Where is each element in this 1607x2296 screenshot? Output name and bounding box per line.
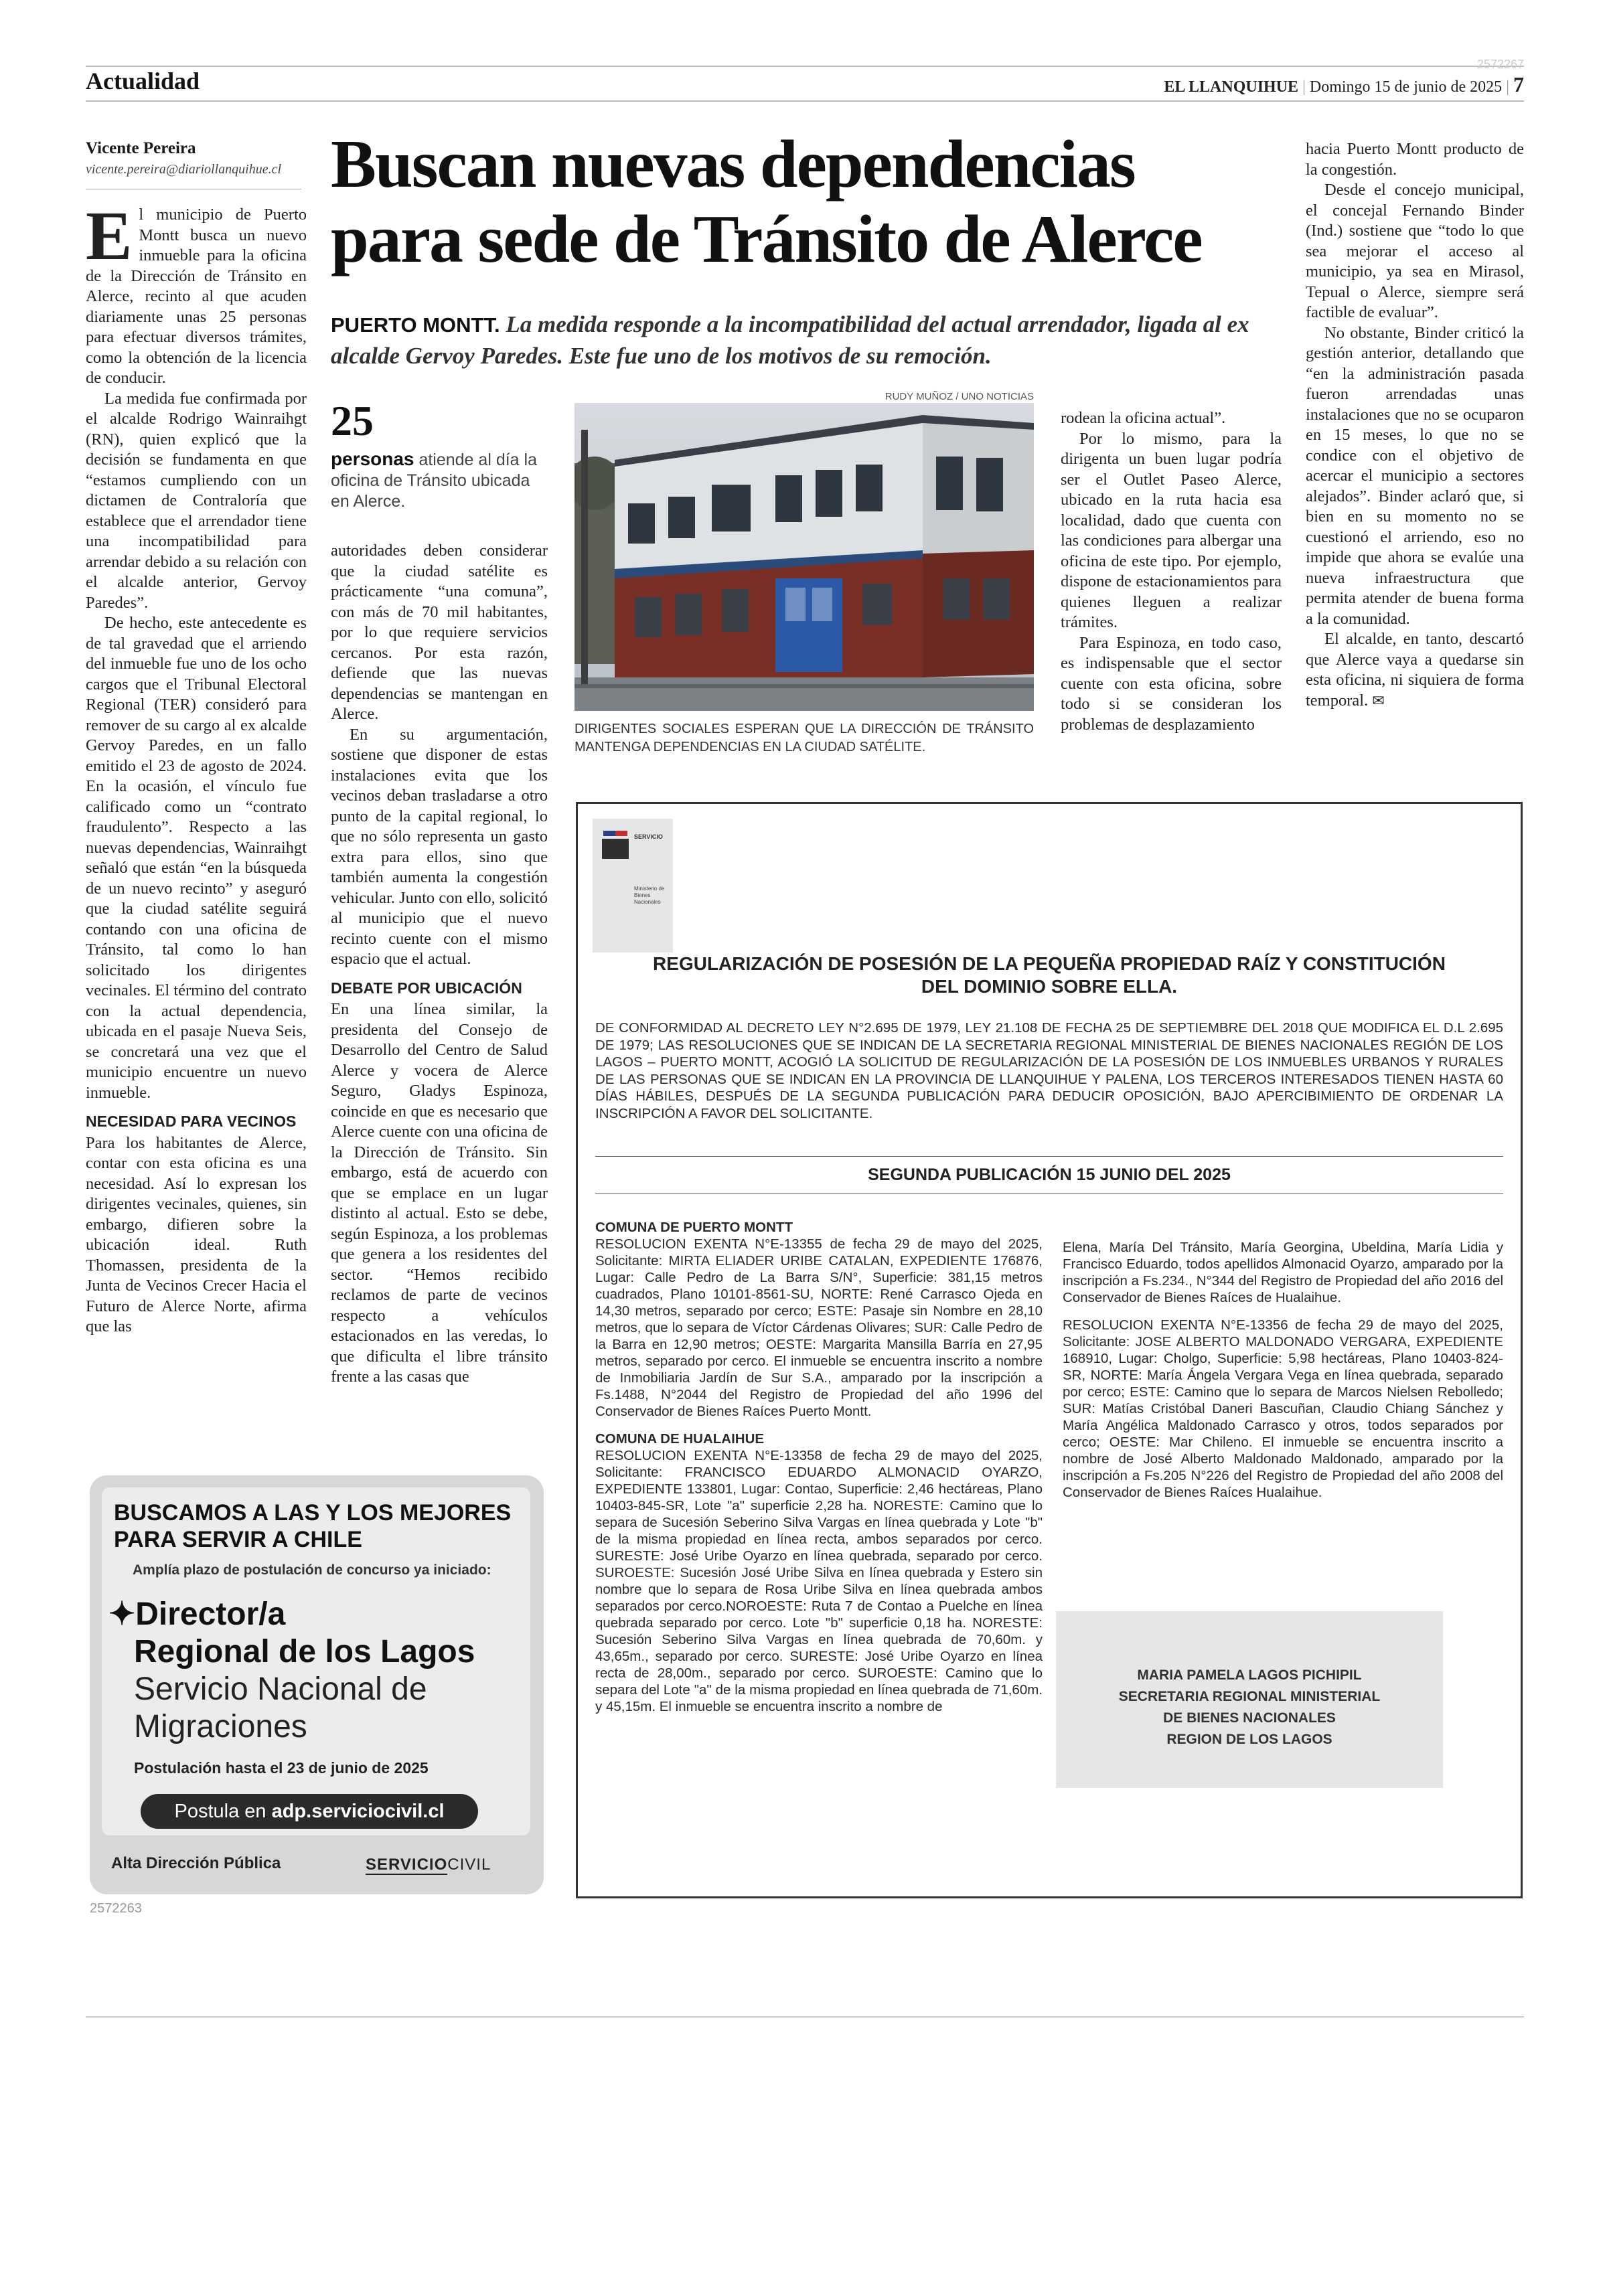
lead-place: PUERTO MONTT. [331, 313, 500, 337]
ad-footer-logo [366, 1856, 491, 1874]
paper-date: Domingo 15 de junio de 2025 [1309, 78, 1503, 96]
page-bottom-rule [86, 2016, 1524, 2018]
comuna-hualaihue: COMUNA DE HUALAIHUE [595, 1431, 765, 1447]
signature-title-3: REGION DE LOS LAGOS [1166, 1732, 1332, 1747]
lead-text: La medida responde a la incompatibilidad del actual arrendador, ligada al ex alcalde Gervoy Paredes. Este fue uno de los motivos de su remoción. [331, 311, 1249, 369]
signature-title-1: SECRETARIA REGIONAL MINISTERIAL [1118, 1689, 1381, 1704]
article-photo [575, 403, 1034, 711]
page-folio [1164, 72, 1524, 97]
logo-text-1: SERVICIO [634, 833, 663, 840]
ad-deadline: Postulación hasta el 23 de junio de 2025 [134, 1759, 429, 1777]
ad-subline: Amplía plazo de postulación de concurso ya iniciado: [133, 1562, 491, 1578]
col2-p2: En su argumentación, sostiene que disponer de estas instalaciones evita que los vecinos deban trasladarse a otro punto de la capital regional, lo que no sólo representa un gasto extra para ellos, sino que también aumenta la congestión vehicular. Junto con ello, solicitó al municipio que el nuevo recinto cuente con el mismo espacio que el actual. [331, 725, 548, 968]
article-column-1 [86, 197, 307, 1337]
logo-color-bar [603, 831, 615, 836]
stat-box [331, 399, 545, 512]
headline-line-1: Buscan nuevas dependencias [331, 127, 1135, 202]
subhead-necesidad: NECESIDAD PARA VECINOS [86, 1113, 297, 1130]
page-number: 7 [1513, 72, 1524, 96]
ad-logo-bold: SERVICIO [366, 1856, 448, 1874]
logo-star-icon [602, 839, 629, 859]
col3-p2: Por lo mismo, para la dirigenta un buen lugar podría ser el Outlet Paseo Alerce, ubicado en la ruta hacia esa localidad, dado que cuenta con las condiciones para albergar una oficina de este tipo. Por ejemplo, dispone de estacionamientos para quienes lleguen a realizar trámites. [1061, 429, 1282, 631]
col3-p1: rodean la oficina actual”. [1061, 409, 1226, 427]
headline [331, 127, 1202, 277]
ad-star-icon: ✦ [108, 1596, 136, 1632]
header-code: 2572267 [1476, 58, 1524, 71]
folio-sep: | [1506, 78, 1509, 96]
ad-footer-left: Alta Dirección Pública [111, 1854, 281, 1872]
article-column-3 [1061, 408, 1282, 735]
article-column-4 [1306, 139, 1524, 711]
building-photo-illustration [575, 403, 1034, 711]
byline-author: Vicente Pereira [86, 139, 196, 157]
stat-bold: personas [331, 448, 414, 469]
end-mark-icon: ✉ [1372, 691, 1385, 709]
notice-rule [595, 1156, 1503, 1157]
ministry-logo [593, 819, 673, 953]
folio-sep: | [1302, 78, 1306, 96]
notice-entry-cholgo: RESOLUCION EXENTA N°E-13356 de fecha 29 de mayo del 2025, Solicitante: JOSE ALBERTO MALDONADO VERGARA, EXPEDIENTE 168910, Lugar: Cholgo, Superficie: 5,98 hectáreas, Plano 10403-824-SR, NORTE: María Ángela Vergara Vega en línea quebrada, separado por cerco; ESTE: Camino que lo separa de Marcos Nielsen Rebolledo; SUR: Matías Cristóbal Daneri Bascuñan, Claudio Chiang Sánchez y María Angélica Maldonado Carrasco y otros, todos separados por cerco; OESTE: Mar Chileno. El inmueble se encuentra inscrito a nombre de José Alberto Maldonado Maldonado, amparado por la inscripción a Fs.205 N°226 del Registro de Propiedad del año 2008 del Conservador de Bienes Raíces Hualaihue. [1063, 1317, 1503, 1500]
legal-notice-box [576, 802, 1523, 1898]
comuna-puerto-montt: COMUNA DE PUERTO MONTT [595, 1220, 793, 1235]
notice-title-line-2: DEL DOMINIO SOBRE ELLA. [921, 976, 1178, 997]
signature-name: MARIA PAMELA LAGOS PICHIPIL [1137, 1667, 1362, 1683]
notice-signature [1056, 1611, 1443, 1788]
byline-email[interactable]: vicente.pereira@diariollanquihue.cl [86, 162, 282, 177]
photo-caption: DIRIGENTES SOCIALES ESPERAN QUE LA DIRECCIÓN DE TRÁNSITO MANTENGA DEPENDENCIAS EN LA CIUDAD SATÉLITE. [575, 722, 1034, 754]
ad-logo-light: CIVIL [447, 1856, 491, 1874]
logo-text-2: Ministerio de Bienes Nacionales [634, 886, 665, 905]
col2-p1: autoridades deben considerar que la ciudad satélite es prácticamente “una comuna”, con más de 70 mil habitantes, por lo que requiere servicios cercanos. Por esta razón, defiende que las nuevas dependencias se mantengan en Alerce. [331, 542, 548, 723]
col4-p1: hacia Puerto Montt producto de la congestión. [1306, 140, 1524, 179]
dropcap: E [86, 197, 133, 274]
paper-name: EL LLANQUIHUE [1164, 78, 1299, 96]
ad-servicio-civil[interactable] [90, 1475, 544, 1894]
header-rule-top [86, 66, 1524, 67]
col3-p3: Para Espinoza, en todo caso, es indispensable que el sector cuente con esta oficina, sobre todo si se consideran los problemas de desplazamiento [1061, 633, 1282, 734]
section-label: Actualidad [86, 68, 200, 94]
col1-p2: La medida fue confirmada por el alcalde Rodrigo Wainraihgt (RN), quien explicó que la decisión se fundamenta en que “estamos cumpliendo con un dictamen de Contraloría que establece que el arrendador tiene una incompatibilidad para arrendar debido a su relación con el alcalde anterior, Gervoy Paredes”. [86, 389, 307, 612]
article-column-2 [331, 541, 548, 1388]
lead [331, 309, 1282, 372]
headline-line-2: para sede de Tránsito de Alerce [331, 201, 1202, 277]
ad-code: 2572263 [90, 1901, 142, 1916]
ad-role-bold-1: Director/a [135, 1596, 286, 1632]
notice-publication: SEGUNDA PUBLICACIÓN 15 JUNIO DEL 2025 [868, 1165, 1231, 1184]
ad-role-bold-2: Regional de los Lagos [134, 1634, 475, 1669]
ad-apply-button[interactable] [141, 1794, 478, 1829]
signature-title-2: DE BIENES NACIONALES [1163, 1710, 1336, 1726]
ad-cta-prefix: Postula en [174, 1801, 272, 1822]
col2-p3: En una línea similar, la presidenta del Consejo de Desarrollo del Centro de Salud Alerce y vocera de Alerce Seguro, Gladys Espinoza, coincide en que es necesario que Alerce cuente con una oficina de la Dirección de Tránsito. Sin embargo, está de acuerdo con que se emplace en un lugar distinto al actual. Esto se debe, según Espinoza, a los problemas que genera a los residentes del sector. “Hemos recibido reclamos de parte de vecinos respecto a vehículos estacionados en las veredas, lo que dificulta el libre tránsito frente a las casas que [331, 1000, 548, 1386]
notice-title-line-1: REGULARIZACIÓN DE POSESIÓN DE LA PEQUEÑA PROPIEDAD RAÍZ Y CONSTITUCIÓN [653, 953, 1446, 974]
col1-p1: l municipio de Puerto Montt busca un nuevo inmueble para la oficina de la Dirección de Tránsito en Alerce, recinto al que acuden diariamente unas 25 personas para efectuar diversos trámites, como la obtención de la licencia de conducir. [86, 206, 307, 387]
ad-role-light-1: Servicio Nacional de [134, 1671, 427, 1707]
ad-cta-url[interactable]: adp.serviciocivil.cl [271, 1801, 445, 1822]
notice-entry-hualaihue: COMUNA DE HUALAIHUE RESOLUCION EXENTA N°E-13358 de fecha 29 de mayo del 2025, Solicitante: FRANCISCO EDUARDO ALMONACID OYARZO, EXPEDIENTE 133801, Lugar: Contao, Superficie: 2,46 hectáreas, Plano 10403-845-SR, Lote "a" superficie 2,28 ha. NORESTE: Camino que lo separa de Sucesión Seberino Silva Vargas en línea quebrada y Lote "b" de la misma propiedad en línea recta, ambos separados por cerco. SURESTE: José Uribe Oyarzo en línea quebrada, separado por cerco. SUROESTE: Sucesión José Uribe Silva en línea quebrada y Estero sin nombre que lo separa de Rosa Uribe Silva en línea quebrada ambos separados por cerco.NOROESTE: Ruta 7 de Contao a Puelche en línea quebrada separado por cerco. Lote "b" superficie 0,18 ha. NORESTE: Sucesión Seberino Silva Vargas en línea quebrada de 70,60m. y 43,65m., separado por cerco. SURESTE: José Uribe Oyarzo en línea recta de 28,00m., separado por cerco. SUROESTE: Camino que lo separa del Lote "a" de la misma propiedad en línea quebrada de 71,60m. y 45,15m. El inmueble se encuentra inscrito a nombre de [595, 1431, 1043, 1714]
col4-p3: No obstante, Binder criticó la gestión anterior, detallando que “en la administración pasada fueron arrendadas unas instalaciones que no se ocuparon en 15 meses, lo que no se condice con el objetivo de acercar el municipio a sectores alejados”. Binder aclaró que, si bien en su momento no se cuestionó el arriendo, eso no impide que ahora se evalúe una nueva infraestructura que permita atender de buena forma a la comunidad. [1306, 323, 1524, 628]
notice-title [578, 953, 1521, 998]
ad-role-light-2: Migraciones [134, 1709, 307, 1744]
header-rule-bottom [86, 100, 1524, 102]
notice-left-column [595, 1219, 1043, 1726]
notice-right-column [1063, 1239, 1503, 1511]
col4-p4: El alcalde, en tanto, descartó que Alerce vaya a quedarse sin esta oficina, ni siquiera de forma temporal. ✉ [1306, 630, 1524, 710]
stat-desc: atiende al día la oficina de Tránsito ubicada en Alerce. [331, 450, 537, 511]
col1-p4: Para los habitantes de Alerce, contar con esta oficina es una necesidad. Así lo expresan los dirigentes vecinales, quienes, sin embargo, difieren sobre la ubicación ideal. Ruth Thomassen, presidenta de la Junta de Vecinos Crecer Hacia el Futuro de Alerce Norte, afirma que las [86, 1133, 307, 1335]
photo-credit: RUDY MUÑOZ / UNO NOTICIAS [885, 391, 1034, 402]
notice-entry-continued: Elena, María Del Tránsito, María Georgina, Ubeldina, María Lidia y Francisco Eduardo, todos apellidos Almonacid Oyarzo, amparado por la inscripción a Fs.234., N°344 del Registro de Propiedad del año 2016 del Conservador de Bienes Raíces de Hualaihue. [1063, 1240, 1503, 1305]
logo-color-bar-red [615, 831, 627, 836]
subhead-debate: DEBATE POR UBICACIÓN [331, 979, 522, 997]
ad-headline: BUSCAMOS A LAS Y LOS MEJORES PARA SERVIR A CHILE [114, 1500, 512, 1552]
col4-p2: Desde el concejo municipal, el concejal Fernando Binder (Ind.) sostiene que “todo lo que sea mejorar el acceso al municipio, ya sea en Mirasol, Tepual o Alerce, siempre será factible de evaluar”. [1306, 181, 1524, 321]
notice-entry-puerto-montt: COMUNA DE PUERTO MONTT RESOLUCION EXENTA N°E-13355 de fecha 29 de mayo del 2025, Solicitante: MIRTA ELIADER URIBE CATALAN, EXPEDIENTE 176876, Lugar: Calle Pedro de La Barra S/N°, Superficie: 381,15 metros cuadrados, Plano 10101-8561-SU, NORTE: René Carrasco Ojeda en 14,30 metros, separado por cerco; ESTE: Pasaje sin Nombre en 28,10 metros, que lo separa de Víctor Cárdenas Olivares; SUR: Calle Pedro de la Barra en 12,90 metros; OESTE: Margarita Mansilla Barría en 27,95 metros, separado por cerco. El inmueble se encuentra inscrito a nombre de Inmobiliaria Jardín de Sur S.A., amparado por la inscripción a Fs.1488, N°2044 del Registro de Propiedad del año 1996 del Conservador de Bienes Raíces Puerto Montt. [595, 1220, 1043, 1419]
notice-intro: DE CONFORMIDAD AL DECRETO LEY N°2.695 DE 1979, LEY 21.108 DE FECHA 25 DE SEPTIEMBRE DEL 2018 QUE MODIFICA EL D.L 2.695 DE 1979; LAS RESOLUCIONES QUE SE INDICAN DE LA SECRETARIA REGIONAL MINISTERIAL DE BIENES NACIONALES REGIÓN DE LOS LAGOS – PUERTO MONTT, ACOGIÓ LA SOLICITUD DE REGULARIZACIÓN DE LA POSESIÓN DE LOS INMUEBLES URBANOS Y RURALES DE LAS PERSONAS QUE SE INDICAN EN LA PROVINCIA DE LLANQUIHUE Y PALENA, LOS TERCEROS INTERESADOS TIENEN HASTA 60 DÍAS HÁBILES, DESPUÉS DE LA SEGUNDA PUBLICACIÓN PARA DEDUCIR OPOSICIÓN, BAJO APERCIBIMIENTO DE ORDENAR LA INSCRIPCIÓN A FAVOR DEL SOLICITANTE. [595, 1020, 1503, 1121]
col1-p3: De hecho, este antecedente es de tal gravedad que el arriendo del inmueble fue uno de los ocho cargos que el Tribunal Electoral Regional (TER) consideró para remover de su cargo al ex alcalde Gervoy Paredes, en un fallo emitido el 23 de agosto de 2024. En la ocasión, el vínculo fue calificado como un “contrato fraudulento”. Respecto a las nuevas dependencias, Wainraihgt señaló que están “en la búsqueda de un nuevo recinto” y aseguró que la ciudad satélite seguirá contando con una oficina de Tránsito, tal como lo han solicitado los dirigentes vecinales. El término del contrato con la actual dependencia, ubicada en el pasaje Nueva Seis, se concretará una vez que el municipio encuentre un nuevo inmueble. [86, 614, 307, 1102]
stat-text [331, 448, 545, 512]
ad-role [108, 1596, 475, 1746]
stat-number: 25 [331, 397, 374, 444]
